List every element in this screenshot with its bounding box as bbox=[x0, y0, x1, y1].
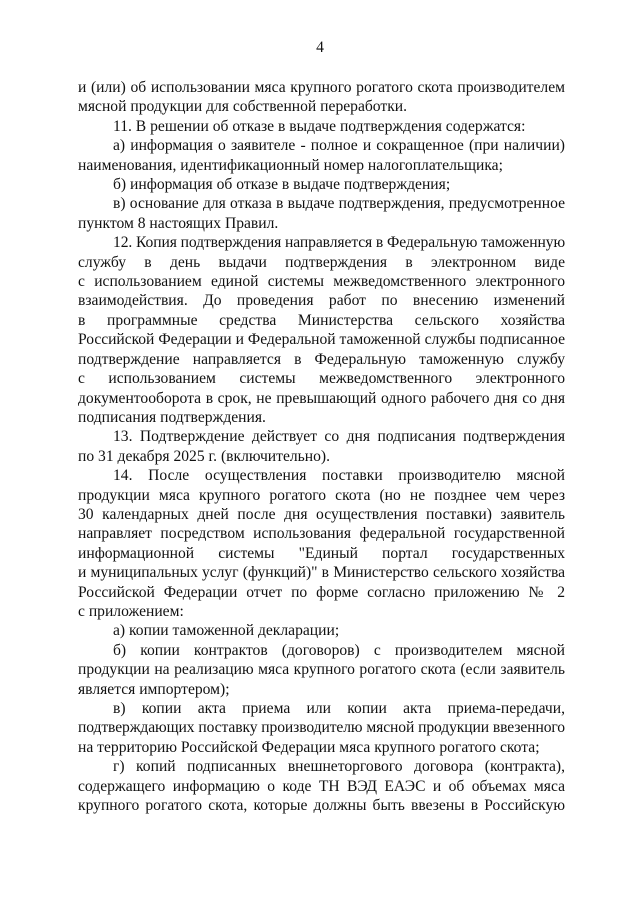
text-line: г) копий подписанных внешнеторгового договора (контракта), bbox=[113, 758, 565, 776]
text-line: а) информация о заявителе - полное и сокращенное (при наличии) bbox=[113, 137, 565, 155]
text-line: по 31 декабря 2025 г. (включительно). bbox=[78, 447, 330, 465]
text-line: а) копии таможенной декларации; bbox=[113, 622, 340, 640]
text-line: продукции на реализацию мяса крупного рогатого скота (если заявитель bbox=[78, 661, 565, 679]
text-line: с приложением: bbox=[78, 602, 184, 620]
text-line: информационной системы "Единый портал государственных bbox=[78, 544, 565, 562]
text-line: пунктом 8 настоящих Правил. bbox=[78, 214, 279, 232]
text-line: и (или) об использовании мяса крупного рогатого скота производителем bbox=[78, 79, 565, 96]
text-line: с использованием системы межведомственного электронного bbox=[78, 370, 565, 388]
text-line: подтверждающих поставку производителю мясной продукции ввезенного bbox=[78, 719, 565, 737]
text-line: является импортером); bbox=[78, 680, 230, 698]
document-body bbox=[78, 78, 565, 815]
text-line: службу в день выдачи подтверждения в электронном виде bbox=[78, 253, 565, 271]
text-line: крупного рогатого скота, которые должны быть ввезены в Российскую bbox=[78, 797, 565, 815]
text-line: в) основание для отказа в выдаче подтверждения, предусмотренное bbox=[113, 195, 565, 213]
text-line: с использованием единой системы межведомственного электронного bbox=[78, 273, 565, 291]
text-line: Российской Федерации отчет по форме согласно приложению № 2 bbox=[78, 583, 565, 601]
text-line: 12. Копия подтверждения направляется в Федеральную таможенную bbox=[113, 234, 565, 252]
text-line: 30 календарных дней после дня осуществления поставки) заявитель bbox=[78, 505, 565, 523]
text-line: 14. После осуществления поставки производителю мясной bbox=[113, 467, 565, 485]
text-line: на территорию Российской Федерации мяса крупного рогатого скота; bbox=[78, 738, 540, 756]
text-line: 13. Подтверждение действует со дня подписания подтверждения bbox=[113, 428, 565, 446]
text-line: взаимодействия. До проведения работ по внесению изменений bbox=[78, 292, 565, 310]
page-number: 4 bbox=[316, 39, 324, 56]
text-line: б) копии контрактов (договоров) с производителем мясной bbox=[113, 641, 565, 659]
text-line: подписания подтверждения. bbox=[78, 408, 266, 426]
text-line: подтверждение направляется в Федеральную таможенную службу bbox=[78, 350, 565, 368]
text-line: в программные средства Министерства сельского хозяйства bbox=[78, 311, 565, 329]
text-line: 11. В решении об отказе в выдаче подтверждения содержатся: bbox=[113, 117, 526, 135]
text-line: направляет посредством использования федеральной государственной bbox=[78, 525, 565, 543]
text-line: и муниципальных услуг (функций)" в Министерство сельского хозяйства bbox=[78, 564, 565, 582]
text-line: наименования, идентификационный номер налогоплательщика; bbox=[78, 156, 503, 174]
text-line: б) информация об отказе в выдаче подтверждения; bbox=[113, 176, 451, 194]
text-line: Российской Федерации и Федеральной таможенной службы подписанное bbox=[78, 331, 565, 349]
text-line: содержащего информацию о коде ТН ВЭД ЕАЭС и об объемах мяса bbox=[78, 777, 565, 795]
text-line: мясной продукции для собственной переработки. bbox=[78, 98, 408, 116]
text-line: продукции мяса крупного рогатого скота (но не позднее чем через bbox=[78, 486, 565, 504]
text-line: в) копии акта приема или копии акта приема-передачи, bbox=[113, 700, 565, 717]
text-line: документооборота в срок, не превышающий одного рабочего дня со дня bbox=[78, 389, 565, 407]
